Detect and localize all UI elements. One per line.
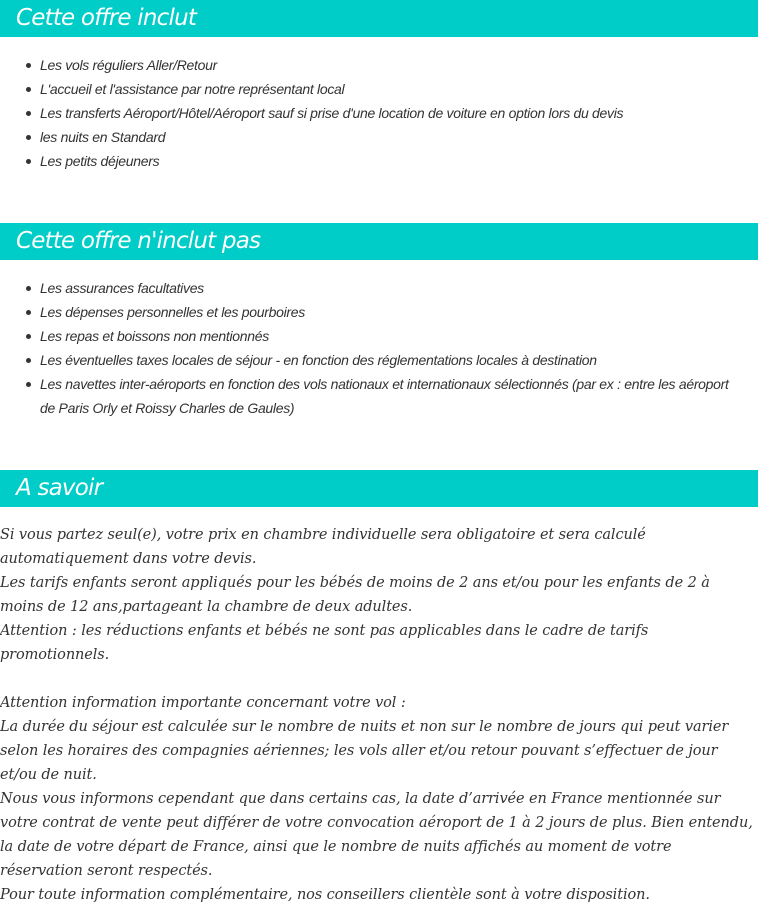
list-item: Les petits déjeuners [0, 149, 730, 173]
list-item: les nuits en Standard [0, 125, 730, 149]
excluded-list [0, 276, 730, 420]
section-header-included: Cette offre inclut [0, 0, 758, 37]
list-item: Les transferts Aéroport/Hôtel/Aéroport sauf si prise d'une location de voiture en option lors du devis [0, 101, 730, 125]
list-item: Les vols réguliers Aller/Retour [0, 53, 730, 77]
paragraph: Pour toute information complémentaire, nos conseillers clientèle sont à votre disposition. [0, 887, 650, 903]
paragraph: Attention information importante concernant votre vol : [0, 695, 406, 711]
paragraph-spacer [0, 667, 756, 691]
list-item: Les dépenses personnelles et les pourboires [0, 300, 730, 324]
paragraph: Attention : les réductions enfants et bébés ne sont pas applicables dans le cadre de tarifs promotionnels. [0, 623, 649, 663]
list-item: Les éventuelles taxes locales de séjour - en fonction des réglementations locales à destination [0, 348, 730, 372]
list-item: Les repas et boissons non mentionnés [0, 324, 730, 348]
paragraph: La durée du séjour est calculée sur le nombre de nuits et non sur le nombre de jours qui peut varier selon les horaires des compagnies aériennes; les vols aller et/ou retour pouvant s’effectuer de jour et/ou de nuit. [0, 719, 729, 783]
list-item: Les navettes inter-aéroports en fonction des vols nationaux et internationaux sélectionnés (par ex : entre les aéroport de Paris Orly et Roissy Charles de Gaules) [0, 372, 730, 420]
section-header-a-savoir: A savoir [0, 470, 758, 507]
section-header-excluded: Cette offre n'inclut pas [0, 223, 758, 260]
paragraph: Les tarifs enfants seront appliqués pour les bébés de moins de 2 ans et/ou pour les enfants de 2 à moins de 12 ans,partageant la chambre de deux adultes. [0, 575, 710, 615]
paragraph: Nous vous informons cependant que dans certains cas, la date d’arrivée en France mentionnée sur votre contrat de vente peut différer de votre convocation aéroport de 1 à 2 jours de plus. Bien entendu, la date de votre départ de France, ainsi que le nombre de nuits affichés au moment de votre réservation seront respectés. [0, 791, 753, 879]
list-item: Les assurances facultatives [0, 276, 730, 300]
paragraph: Si vous partez seul(e), votre prix en chambre individuelle sera obligatoire et sera calculé automatiquement dans votre devis. [0, 527, 646, 567]
included-list [0, 53, 730, 173]
list-item: L'accueil et l'assistance par notre représentant local [0, 77, 730, 101]
a-savoir-text [0, 523, 756, 907]
